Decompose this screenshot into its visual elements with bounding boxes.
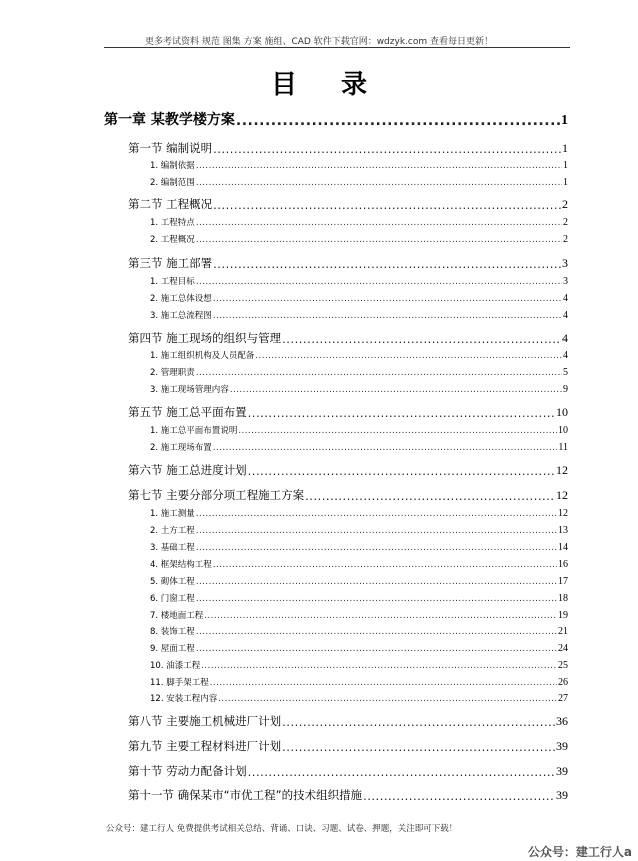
toc-section-row[interactable] [128,763,568,779]
toc-page-number: 10 [556,405,568,419]
toc-entry-label: 第四节 施工现场的组织与管理 [128,331,282,345]
toc-item-row[interactable] [150,642,568,654]
toc-entry-label: 9. 屋面工程 [150,644,195,654]
toc-page-number: 1 [563,177,568,188]
toc-entry-label: 第五节 施工总平面布置 [128,405,247,419]
toc-entry-label: 2. 土方工程 [150,526,195,536]
dot-leader [196,509,557,519]
toc-item-row[interactable] [150,441,568,453]
toc-page-number: 4 [563,293,568,304]
toc-section-row[interactable] [128,713,568,729]
toc-entry-label: 7. 楼地面工程 [150,611,204,621]
toc-item-row[interactable] [150,507,568,519]
toc-page-number: 13 [558,525,568,536]
dot-leader [282,740,555,754]
toc-entry-label: 第十一节 确保某市“市优工程”的技术组织措施 [128,788,363,802]
toc-entry-label: 8. 装饰工程 [150,627,195,637]
toc-entry-label: 1. 工程目标 [150,277,195,287]
dot-leader [230,385,562,395]
toc-page-number: 39 [556,764,568,778]
toc-entry-label: 1. 施工组织机构及人员配备 [150,351,255,361]
toc-page-number: 2 [563,234,568,245]
toc-item-row[interactable] [150,625,568,637]
dot-leader [196,235,562,245]
toc-item-row[interactable] [150,159,568,171]
toc-item-row[interactable] [150,176,568,188]
dot-leader [213,560,557,570]
dot-leader [196,526,557,536]
toc-page-number: 1 [561,113,568,128]
dot-leader [282,332,561,346]
toc-entry-label: 11. 脚手架工程 [150,678,209,688]
toc-page-number: 1 [562,141,568,155]
toc-item-row[interactable] [150,292,568,304]
toc-page-number: 39 [556,788,568,802]
toc-item-row[interactable] [150,692,568,704]
page-title: 目录 [270,70,411,100]
toc-page-number: 4 [562,331,568,345]
toc-item-row[interactable] [150,609,568,621]
toc-entry-label: 12. 安装工程内容 [150,694,218,704]
toc-section-row[interactable] [128,787,568,803]
dot-leader [210,678,557,688]
toc-item-row[interactable] [150,592,568,604]
toc-entry-label: 第八节 主要施工机械进厂计划 [128,714,282,728]
toc-entry-label: 第三节 施工部署 [128,256,213,270]
toc-section-row[interactable] [128,487,568,503]
toc-item-row[interactable] [150,575,568,587]
dot-leader [196,178,562,188]
toc-item-row[interactable] [150,541,568,553]
toc-item-row[interactable] [150,558,568,570]
toc-entry-label: 第二节 工程概况 [128,197,213,211]
toc-page-number: 14 [558,542,568,553]
toc-entry-label: 5. 砌体工程 [150,577,195,587]
dot-leader [248,464,555,478]
toc-item-row[interactable] [150,676,568,688]
toc-entry-label: 1. 施工测量 [150,509,195,519]
dot-leader [248,406,555,420]
toc-section-row[interactable] [128,255,568,271]
dot-leader [213,443,558,453]
toc-page-number: 27 [558,693,568,704]
toc-page-number: 25 [558,660,568,671]
toc-entry-label: 2. 施工总体设想 [150,294,212,304]
dot-leader [238,426,557,436]
toc-page-number: 11 [558,442,568,453]
toc-section-row[interactable] [128,738,568,754]
toc-page-number: 4 [563,310,568,321]
toc-page-number: 3 [563,276,568,287]
toc-item-row[interactable] [150,524,568,536]
dot-leader [213,142,561,156]
toc-entry-label: 10. 油漆工程 [150,661,201,671]
toc-entry-label: 3. 施工现场管理内容 [150,385,229,395]
dot-leader [196,577,557,587]
toc-page-number: 19 [558,610,568,621]
toc-entry-label: 2. 工程概况 [150,235,195,245]
footer-note: 公众号：建工行人 免费提供考试相关总结、背诵、口诀、习题、试卷、押题，关注即可下载！ [106,824,458,834]
toc-page-number: 24 [558,643,568,654]
toc-page-number: 3 [562,256,568,270]
dot-leader [196,644,557,654]
toc-entry-label: 1. 工程特点 [150,218,195,228]
toc-entry-label: 3. 施工总流程图 [150,311,212,321]
toc-section-row[interactable] [128,462,568,478]
toc-page-number: 12 [556,463,568,477]
toc-item-row[interactable] [150,309,568,321]
toc-page-number: 1 [563,160,568,171]
toc-page-number: 10 [558,425,568,436]
dot-leader [196,218,562,228]
toc-item-row[interactable] [150,366,568,378]
toc-entry-label: 2. 施工现场布置 [150,443,212,453]
toc-page-number: 26 [558,677,568,688]
dot-leader [204,611,557,621]
dot-leader [363,789,555,803]
toc-section-row[interactable] [128,140,568,156]
dot-leader [201,661,557,671]
dot-leader [236,113,560,129]
toc-item-row[interactable] [150,233,568,245]
toc-page-number: 21 [558,626,568,637]
toc-entry-label: 第七节 主要分部分项工程施工方案 [128,488,305,502]
toc-entry-label: 第一章 某教学楼方案 [104,112,235,128]
toc-page-number: 12 [558,508,568,519]
toc-item-row[interactable] [150,659,568,671]
dot-leader [213,198,561,212]
toc-entry-label: 2. 管理职责 [150,368,195,378]
header-rule [104,47,570,48]
toc-section-row[interactable] [128,330,568,346]
toc-section-row[interactable] [128,196,568,212]
toc-entry-label: 2. 编制范围 [150,178,195,188]
dot-leader [213,294,562,304]
toc-entry-label: 4. 框架结构工程 [150,560,212,570]
dot-leader [213,311,562,321]
dot-leader [196,161,562,171]
dot-leader [305,489,555,503]
watermark: 公众号：建工行人a [527,845,632,859]
toc-entry-label: 6. 门窗工程 [150,594,195,604]
header-note: 更多考试资料 规范 图集 方案 施组、CAD 软件下载官网：wdzyk.com 查看每日更新！ [145,37,493,47]
dot-leader [282,715,555,729]
toc-page-number: 12 [556,488,568,502]
dot-leader [196,277,562,287]
toc-item-row[interactable] [150,275,568,287]
toc-page-number: 5 [563,367,568,378]
toc-page-number: 4 [563,350,568,361]
toc-chapter-row[interactable] [104,109,568,129]
toc-entry-label: 1. 编制依据 [150,161,195,171]
dot-leader [213,257,561,271]
dot-leader [196,543,557,553]
toc-page-number: 18 [558,593,568,604]
dot-leader [218,694,557,704]
toc-entry-label: 1. 施工总平面布置说明 [150,426,238,436]
dot-leader [255,351,562,361]
toc-item-row[interactable] [150,349,568,361]
toc-page-number: 39 [556,739,568,753]
toc-page-number: 17 [558,576,568,587]
toc-item-row[interactable] [150,216,568,228]
toc-entry-label: 第十节 劳动力配备计划 [128,764,247,778]
toc-page-number: 2 [563,217,568,228]
toc-entry-label: 3. 基础工程 [150,543,195,553]
toc-item-row[interactable] [150,383,568,395]
toc-page-number: 9 [563,384,568,395]
toc-page-number: 16 [558,559,568,570]
dot-leader [248,765,555,779]
toc-entry-label: 第一节 编制说明 [128,141,213,155]
toc-entry-label: 第六节 施工总进度计划 [128,463,247,477]
toc-section-row[interactable] [128,404,568,420]
dot-leader [196,594,557,604]
toc-page-number: 36 [556,714,568,728]
toc-entry-label: 第九节 主要工程材料进厂计划 [128,739,282,753]
toc-item-row[interactable] [150,424,568,436]
dot-leader [196,627,557,637]
toc-page-number: 2 [562,197,568,211]
dot-leader [196,368,562,378]
